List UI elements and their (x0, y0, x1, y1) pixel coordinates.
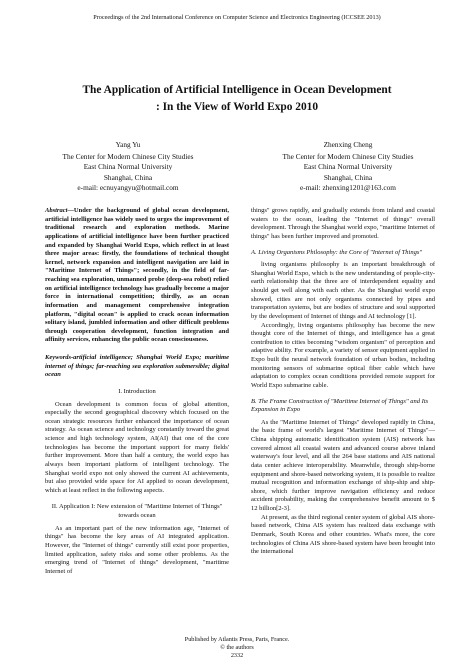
title-line-2: : In the View of World Expo 2010 (155, 101, 319, 113)
publisher-line: Published by Atlantis Press, Paris, France. (184, 636, 290, 643)
running-header: Proceedings of the 2nd International Conference on Computer Science and Electronics Engineering (ICCSEE 2013) (93, 14, 381, 21)
author-affiliation: The Center for Modern Chinese City Studies (282, 152, 414, 162)
author-block-1 (38, 140, 218, 193)
subsection-b-paragraph-2: At present, as the third regional center system of global AIS shore-based network, China AIS system has realized data exchange with Denmark, South Korea and other countries. What's more, the core technologies of China AIS shore-based system have been brought into the international (251, 513, 435, 556)
author-affiliation: East China Normal University (83, 162, 173, 172)
author-name: Yang Yu (115, 140, 141, 149)
author-block-2 (258, 140, 438, 193)
author-name: Zhenxing Cheng (323, 140, 373, 149)
section-heading-introduction: I. Introduction (118, 387, 156, 395)
author-affiliation: East China Normal University (303, 162, 393, 172)
author-affiliation: The Center for Modern Chinese City Studies (62, 152, 194, 162)
title-line-1: The Application of Artificial Intelligence in Ocean Development (82, 84, 392, 96)
subsection-a-paragraph-2: Accordingly, living organisms philosophy has become the new thought core of the Internet of things, and intelligence has a great contribution to cities becoming "wisdom organism" of perception and adaptive ability. For example, a variety of sensor equipment applied in Expo built the neural network foundation of urban bodies, including monitoring sensors of submarine optical fiber cable which have adaptation to complex ocean conditions provided remote support for World Expo submarine cable. (251, 321, 435, 389)
keywords-text: artificial intelligence; Shanghai World Expo; maritime internet of things; far-reaching sea exploration submersible; digital ocean (45, 354, 229, 379)
subsection-b-paragraph-1: As the "Maritime Internet of Things" developed rapidly in China, the basic frame of world's largest "Maritime Internet of Things"—China shipping automatic identification system (AIS) network has covered almost all coastal waters and advanced course above inland waterway's four level, and all the 264 base stations and AIS national data center achieve interoperability. Meanwhile, through ship-borne equipment and shore-based networking system, it is possible to realize mutual recognition and information exchange of ship-ship and ship-shore, which further improve navigation efficiency and reduce accident probability, making the comprehensive benefit amount to $ 12 billion[2-3]. (251, 418, 435, 512)
abstract-text: —Under the background of global ocean development, artificial intelligence has widely used to urges the improvement of traditional research and exploration methods. Marine applications of artificial intelligence have been further practiced and expanded by Shanghai World Expo, which reflect in at least three major areas: firstly, the foundations of technical thought kernel, network expansion and intelligent navigation are laid in "Maritime Internet of Things"; secondly, in the field of far-reaching sea exploration, unmanned probe (deep-sea robot) relied on artificial intelligence technology has gradually become a major force in international competition; thirdly, as an ocean information and management comprehensive integration platform, "digital ocean" is applied to crack ocean information solitary island, jumbled information and other difficult problems through cooperation development, function integration and affinity services, enhancing the public ocean consciousness. (45, 207, 229, 344)
subsection-a-paragraph-1: living organisms philosophy is an important breakthrough of Shanghai World Expo, which is the new understanding of people-city-earth relationship that the three are of interdependent equality and should get well along with each other. As the Shanghai world expo showed, cities are not only organisms connected by pipes and transportation systems, but are bodies of structure and soul supported by the development of Internet of things and AI technology [1]. (251, 261, 435, 320)
author-email: e-mail: ecnuyangyu@hotmail.com (77, 182, 179, 192)
subsection-heading-b: B. The Frame Construction of "Maritime Internet of Things" and Its Expansion in Expo (251, 397, 429, 414)
section-heading-application-1: II. Application I: New extension of "Maritime Internet of Things" towards ocean (51, 503, 223, 519)
copyright-line: © the authors (220, 644, 254, 651)
abstract-label: Abstract (45, 207, 68, 214)
introduction-paragraph: Ocean development is common focus of global attention, especially the second geographical discovery which focused on the ocean strategic resources further enhanced the importance of ocean strategy. As ocean science and technology constantly toward the great science and high technology system, AI(AI) that one of the core technologies has become the important support for many fields' further improvement. More than half a century, the world expo has always been important platform of intelligent technology. The Shanghai world expo not only showed the current AI achievements, but also provided wide space for AI applied to ocean development, which at least reflect in the following aspects. (45, 400, 229, 494)
subsection-heading-a: A. Living Organisms Philosophy: the Core of "Internet of Things" (251, 248, 423, 256)
application-1-paragraph: As an important part of the new information age, "Internet of things" has become the key areas of AI integrated application. However, the "Internet of things" currently still exist poor properties, limited application, safety risks and some other problems. As the emerging trend of "Internet of things" development, "maritime Internet of (45, 524, 229, 575)
author-location: Shanghai, China (103, 172, 153, 182)
paper-title (40, 82, 434, 116)
continued-paragraph: things" grows rapidly, and gradually extends from inland and coastal waters to the ocean, leading the "Internet of things" overall development. Through the Shanghai world expo, "maritime Internet of things" has been further improved and promoted. (251, 207, 435, 240)
left-column (45, 207, 229, 576)
keywords-label: Keywords- (45, 354, 74, 361)
abstract (45, 207, 229, 345)
right-column (251, 207, 435, 557)
author-email: e-mail: zhenxing1201@163.com (300, 182, 396, 192)
author-location: Shanghai, China (323, 172, 373, 182)
page-number: 2332 (230, 652, 244, 659)
page-footer (0, 636, 474, 660)
keywords (45, 354, 229, 380)
